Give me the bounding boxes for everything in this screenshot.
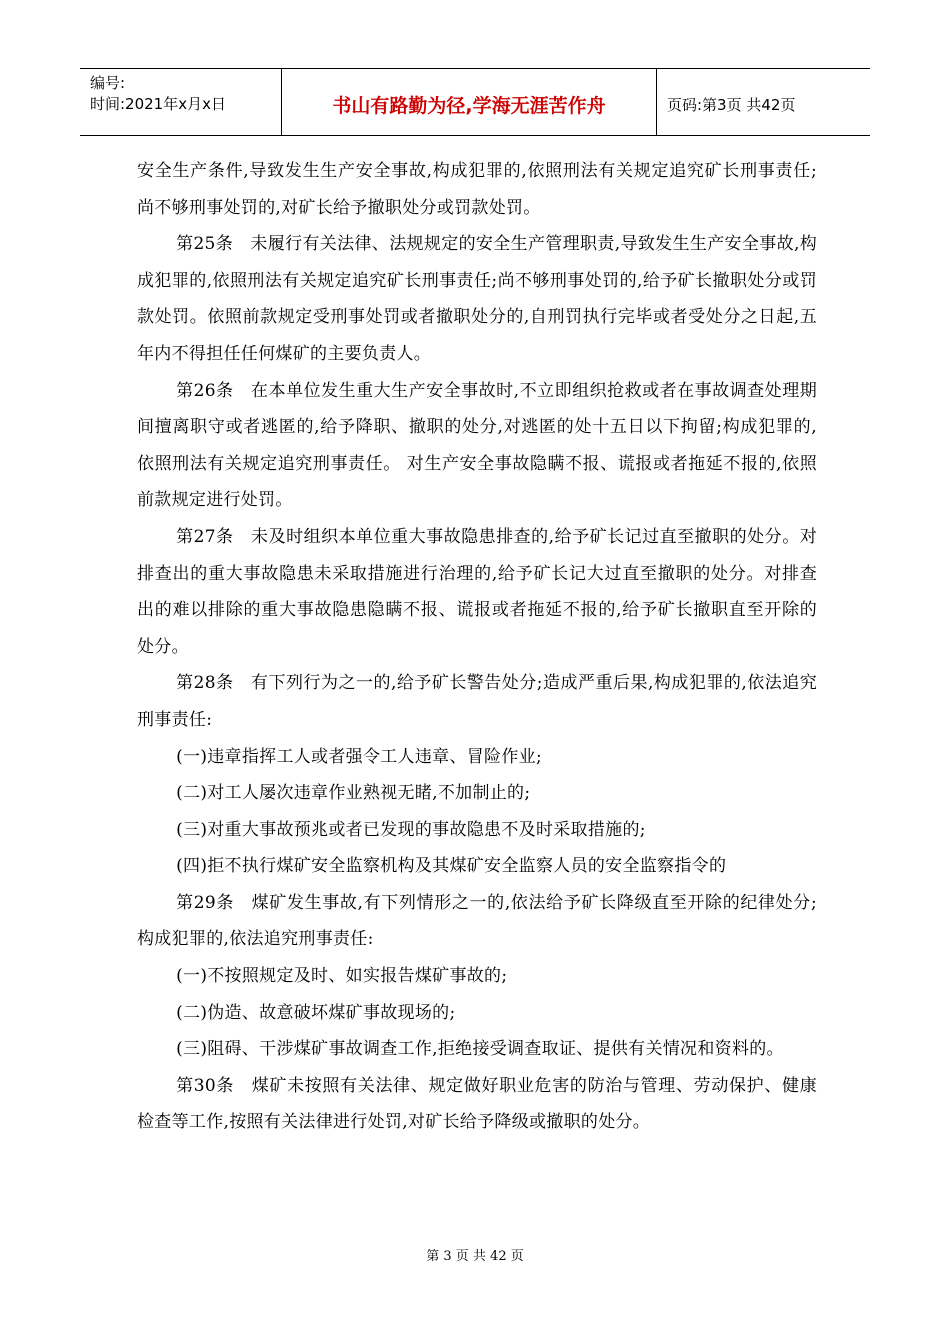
paragraph: (三)阻碍、干涉煤矿事故调查工作,拒绝接受调查取证、提供有关情况和资料的。	[176, 1039, 784, 1060]
list-item: (二)对工人屡次违章作业熟视无睹,不加制止的;	[176, 783, 531, 804]
paragraph: 安全生产条件,导致发生生产安全事故,构成犯罪的,依照刑法有关规定追究矿长刑事责任;尚不够刑事处罚的,对矿长给予撤职处分或罚款处罚。	[137, 161, 817, 218]
page-footer: 第 3 页 共 42 页	[426, 1249, 524, 1264]
paragraph: 第29条 煤矿发生事故,有下列情形之一的,依法给予矿长降级直至开除的纪律处分;构成犯罪的,依法追究刑事责任:	[137, 892, 817, 950]
paragraph: 第25条 未履行有关法律、法规规定的安全生产管理职责,导致发生生产安全事故,构成犯罪的,依照刑法有关规定追究矿长刑事责任;尚不够刑事处罚的,给予矿长撤职处分或罚款处罚。依照前款规定受刑事处罚或者撤职处分的,自刑罚执行完毕或者受处分之日起,五年内不得担任任何煤矿的主要负责人。	[137, 234, 817, 364]
header-page-info: 页码:第3页 共42页	[667, 95, 796, 114]
list-item: (三)对重大事故预兆或者已发现的事故隐患不及时采取措施的;	[176, 819, 646, 840]
document-body	[137, 153, 817, 1141]
paragraph: 第30条 煤矿未按照有关法律、规定做好职业危害的防治与管理、劳动保护、健康检查等工作,按照有关法律进行处罚,对矿长给予降级或撤职的处分。	[137, 1075, 817, 1133]
document-number-label: 编号:	[90, 74, 126, 92]
list-item: (四)拒不执行煤矿安全监察机构及其煤矿安全监察人员的安全监察指令的	[176, 856, 727, 877]
document-date: 时间:2021年x月x日	[90, 95, 226, 113]
paragraph: 第27条 未及时组织本单位重大事故隐患排查的,给予矿长记过直至撤职的处分。对排查出的重大事故隐患未采取措施进行治理的,给予矿长记大过直至撤职的处分。对排查出的难以排除的重大事故隐患隐瞒不报、谎报或者拖延不报的,给予矿长撤职直至开除的处分。	[137, 526, 817, 657]
paragraph: 第28条 有下列行为之一的,给予矿长警告处分;造成严重后果,构成犯罪的,依法追究刑事责任:	[137, 673, 817, 730]
list-item: (一)不按照规定及时、如实报告煤矿事故的;	[176, 966, 508, 987]
list-item: (一)违章指挥工人或者强令工人违章、冒险作业;	[176, 746, 542, 767]
page-header	[80, 68, 870, 136]
paragraph: 第26条 在本单位发生重大生产安全事故时,不立即组织抢救或者在事故调查处理期间擅离职守或者逃匿的,给予降职、撤职的处分,对逃匿的处十五日以下拘留;构成犯罪的,依照刑法有关规定追究刑事责任。 对生产安全事故隐瞒不报、谎报或者拖延不报的,依照前款规定进行处罚。	[137, 380, 817, 511]
list-item: (二)伪造、故意破坏煤矿事故现场的;	[176, 1002, 456, 1023]
header-motto: 书山有路勤为径,学海无涯苦作舟	[282, 69, 657, 135]
header-meta	[80, 69, 282, 135]
